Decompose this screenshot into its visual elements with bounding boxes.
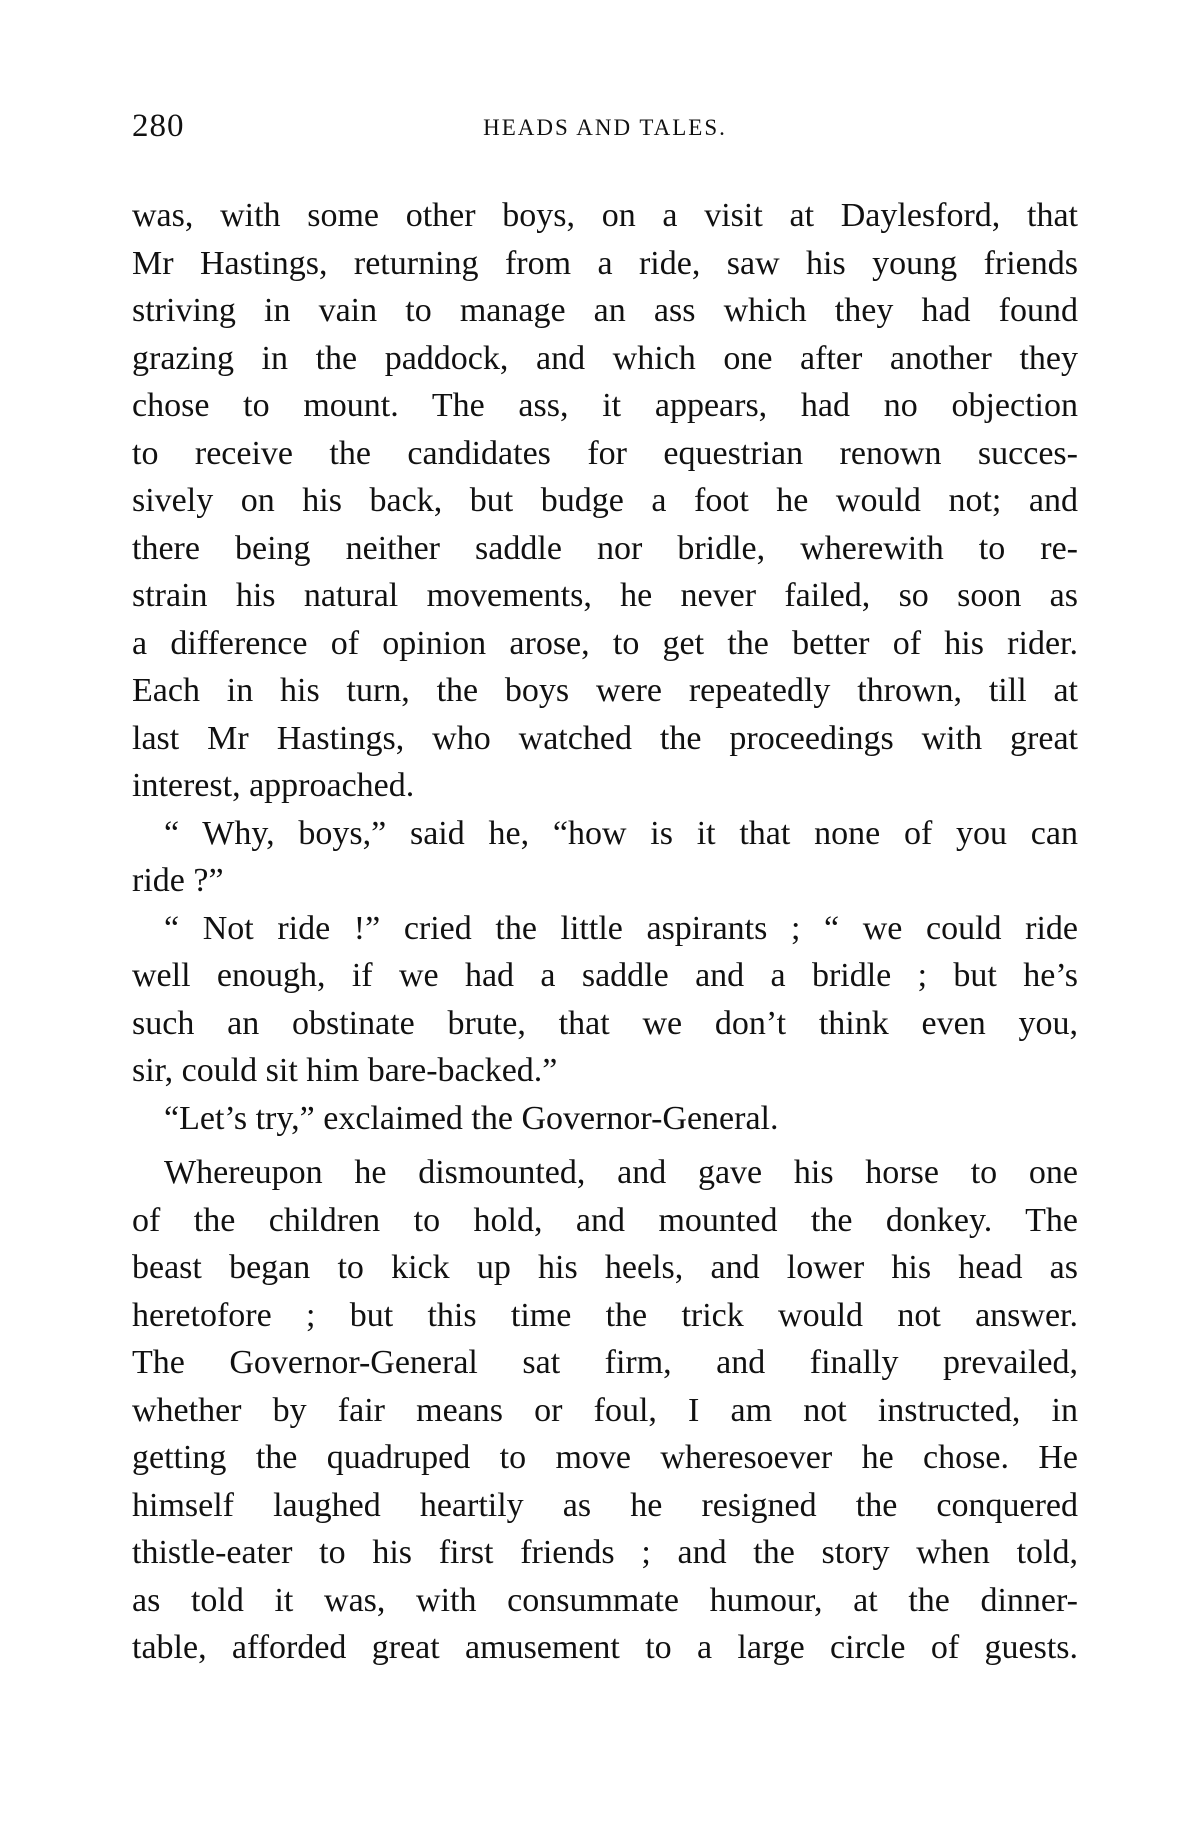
text-line: getting the quadruped to move wheresoever he chose. He (132, 1439, 1078, 1476)
text-line: table, afforded great amusement to a large circle of guests. (132, 1629, 1078, 1666)
text-line: sir, could sit him bare-backed.” (132, 1052, 558, 1089)
page-number: 280 (132, 108, 185, 144)
text-line: chose to mount. The ass, it appears, had no objection (132, 387, 1078, 424)
text-line: such an obstinate brute, that we don’t think even you, (132, 1004, 1078, 1042)
text-line: Whereupon he dismounted, and gave his horse to one (164, 1154, 1078, 1191)
text-line: sively on his back, but budge a foot he would not; and (132, 482, 1078, 519)
text-line: thistle-eater to his first friends ; and the story when told, (132, 1534, 1078, 1571)
text-line: ride ?” (132, 862, 224, 899)
text-line: to receive the candidates for equestrian renown succes- (132, 434, 1078, 472)
text-line: himself laughed heartily as he resigned the conquered (132, 1486, 1078, 1524)
text-line: heretofore ; but this time the trick would not answer. (132, 1296, 1078, 1334)
running-title: HEADS AND TALES. (483, 115, 727, 140)
text-line: there being neither saddle nor bridle, wherewith to re- (132, 529, 1078, 567)
text-line: striving in vain to manage an ass which they had found (132, 292, 1078, 329)
text-line: well enough, if we had a saddle and a bridle ; but he’s (132, 957, 1078, 994)
text-line: “Let’s try,” exclaimed the Governor-General. (164, 1099, 779, 1137)
text-line: strain his natural movements, he never failed, so soon as (132, 577, 1078, 614)
text-line: a difference of opinion arose, to get the better of his rider. (132, 624, 1078, 662)
text-line: as told it was, with consummate humour, at the dinner- (132, 1581, 1078, 1619)
text-line: “ Not ride !” cried the little aspirants ; “ we could ride (164, 909, 1078, 947)
text-line: Each in his turn, the boys were repeatedly thrown, till at (132, 672, 1078, 709)
text-line: The Governor-General sat firm, and finally prevailed, (132, 1344, 1078, 1381)
text-line: grazing in the paddock, and which one after another they (132, 339, 1078, 377)
text-line: “ Why, boys,” said he, “how is it that none of you can (164, 814, 1078, 852)
text-line: Mr Hastings, returning from a ride, saw his young friends (132, 244, 1078, 282)
text-line: interest, approached. (132, 767, 415, 804)
text-line: last Mr Hastings, who watched the proceedings with great (132, 719, 1078, 757)
text-line: whether by fair means or foul, I am not instructed, in (132, 1391, 1078, 1429)
body-text (132, 192, 1078, 1672)
text-line: beast began to kick up his heels, and lower his head as (132, 1249, 1078, 1286)
text-line: was, with some other boys, on a visit at Daylesford, that (132, 197, 1078, 234)
running-head (132, 104, 1078, 148)
text-line: of the children to hold, and mounted the donkey. The (132, 1201, 1078, 1239)
